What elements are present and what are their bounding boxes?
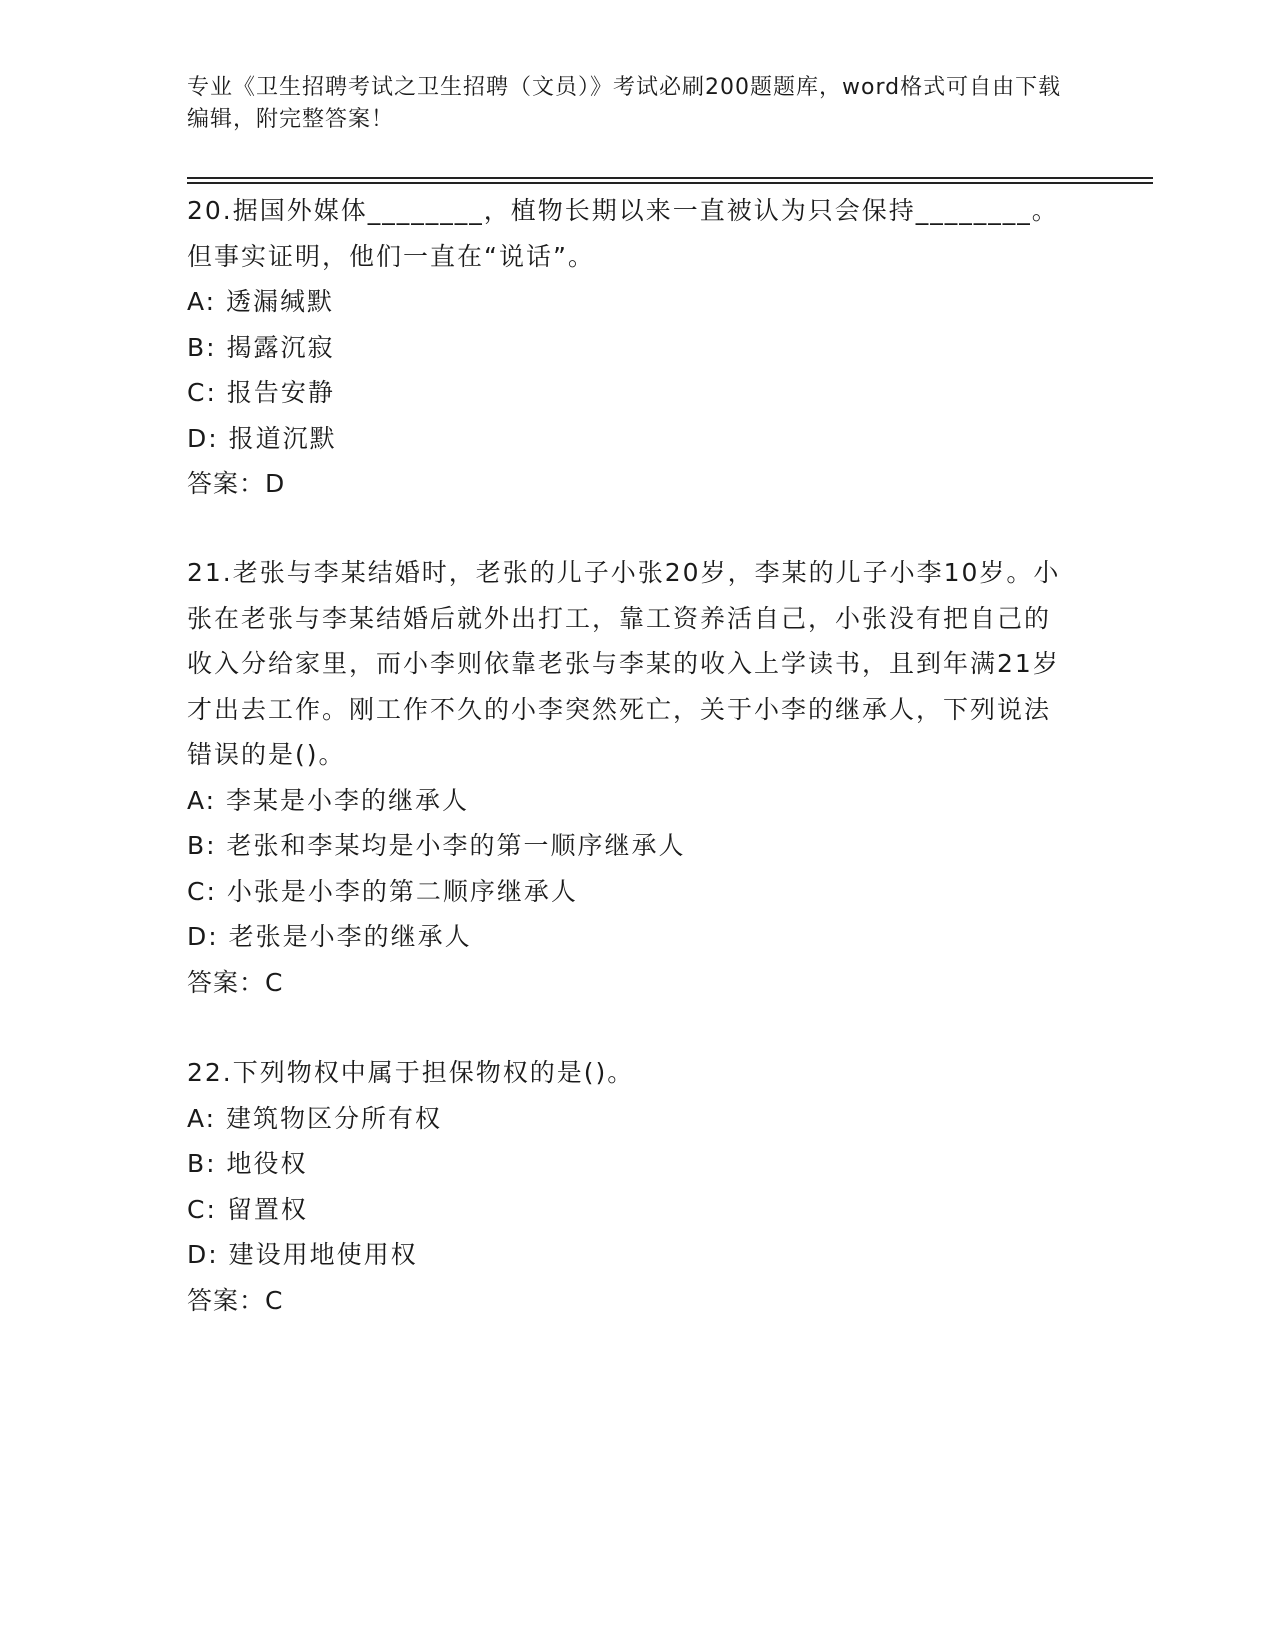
answer: 答案：C xyxy=(187,1285,284,1315)
option-a: A: 建筑物区分所有权 xyxy=(187,1103,443,1133)
option-d: D: 建设用地使用权 xyxy=(187,1240,418,1269)
answer: 答案：D xyxy=(187,469,286,498)
header-divider-top xyxy=(187,177,1153,179)
option-b: B: 老张和李某均是小李的第一顺序继承人 xyxy=(187,831,686,860)
question-stem: 21.老张与李某结婚时，老张的儿子小张20岁，李某的儿子小李10岁。小张在老张与李某结婚后就外出打工，靠工资养活自己，小张没有把自己的收入分给家里，而小李则依靠老张与李某的收入上学读书，且到年满21岁才出去工作。刚工作不久的小李突然死亡，关于小李的继承人，下列说法错误的是()。 xyxy=(187,558,1061,769)
option-b: B: 揭露沉寂 xyxy=(187,332,335,362)
header-divider-bottom xyxy=(187,182,1153,184)
question-stem: 22.下列物权中属于担保物权的是()。 xyxy=(187,1058,635,1087)
question-21 xyxy=(187,550,1067,1005)
option-d: D: 报道沉默 xyxy=(187,423,337,453)
question-20 xyxy=(187,188,1067,507)
document-header: 专业《卫生招聘考试之卫生招聘（文员）》考试必刷200题题库，word格式可自由下载编辑，附完整答案！ xyxy=(187,75,1062,132)
option-d: D: 老张是小李的继承人 xyxy=(187,922,472,951)
option-c: C: 报告安静 xyxy=(187,378,335,407)
option-a: A: 李某是小李的继承人 xyxy=(187,785,470,815)
question-22 xyxy=(187,1050,1067,1323)
option-b: B: 地役权 xyxy=(187,1149,308,1178)
option-c: C: 小张是小李的第二顺序继承人 xyxy=(187,876,578,906)
option-c: C: 留置权 xyxy=(187,1194,308,1224)
option-a: A: 透漏缄默 xyxy=(187,287,335,316)
answer: 答案：C xyxy=(187,967,284,997)
question-stem: 20.据国外媒体________，植物长期以来一直被认为只会保持________。但事实证明，他们一直在“说话”。 xyxy=(187,196,1059,271)
